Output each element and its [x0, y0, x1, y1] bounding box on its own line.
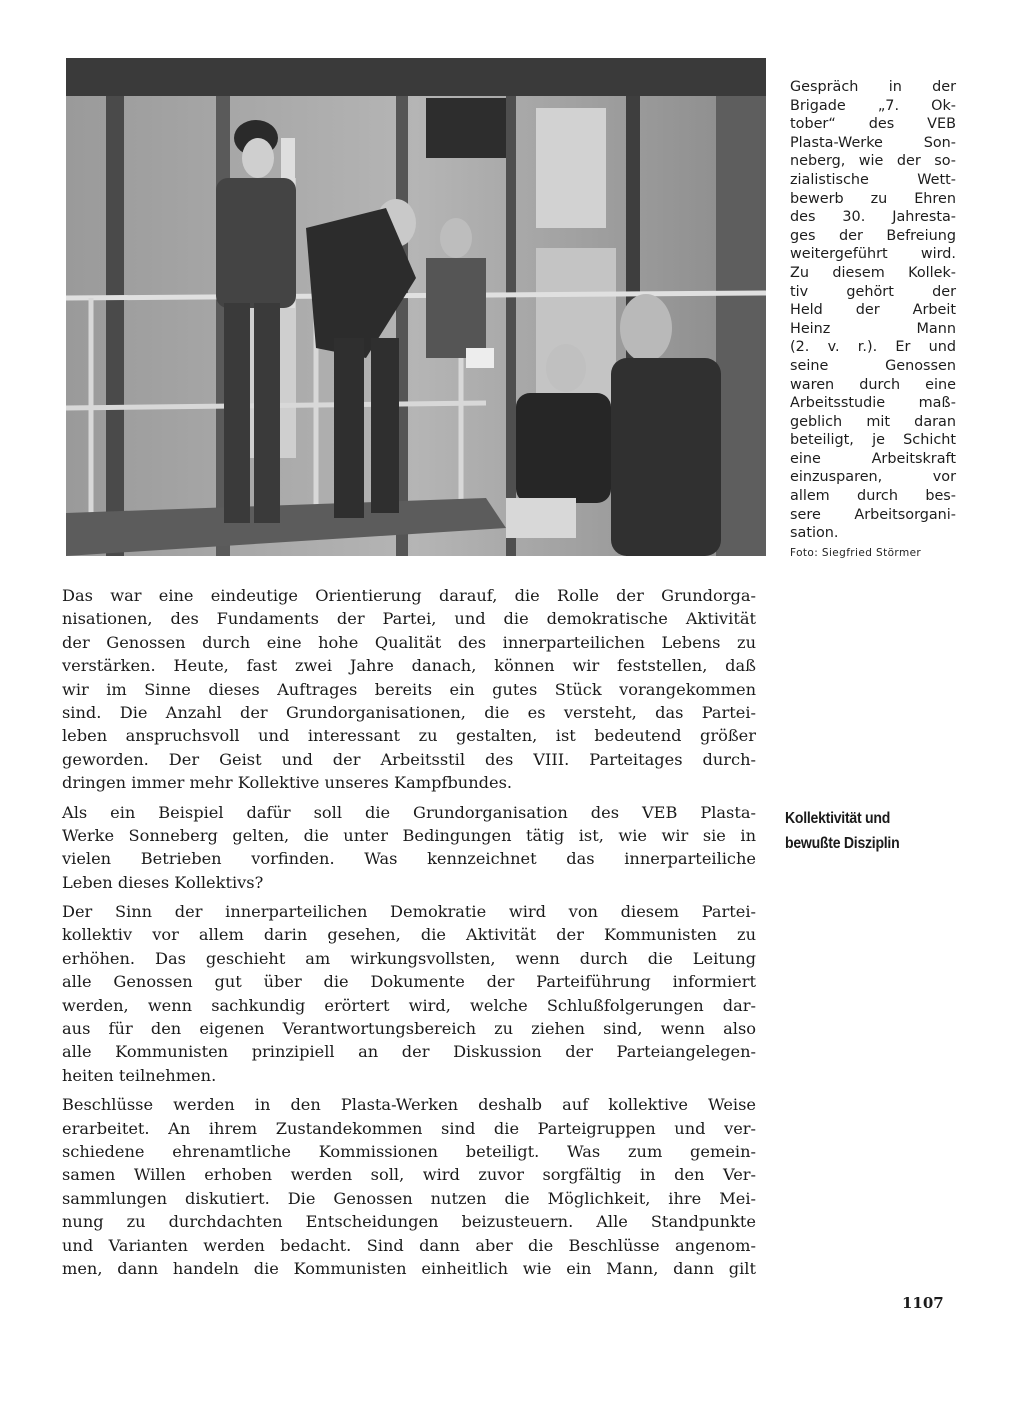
caption-line: waren durch eine — [790, 376, 956, 393]
text-line: Das war eine eindeutige Orientierung darauf, die Rolle der Grundorga- — [62, 586, 756, 605]
text-line: wir im Sinne dieses Auftrages bereits ein gutes Stück vorangekommen — [62, 679, 756, 699]
text-line: und Varianten werden bedacht. Sind dann aber die Beschlüsse angenom- — [62, 1235, 756, 1255]
paragraph — [62, 584, 756, 795]
text-line: Beschlüsse werden in den Plasta-Werken deshalb auf kollektive Weise — [62, 1095, 756, 1115]
caption-line: Held der Arbeit — [790, 302, 956, 319]
paragraph — [62, 1093, 756, 1280]
text-line: nung zu durchdachten Entscheidungen beizusteuern. Alle Standpunkte — [62, 1212, 756, 1232]
text-line: alle Genossen gut über die Dokumente der Parteiführung informiert — [62, 972, 756, 992]
text-line: Leben dieses Kollektivs? — [62, 872, 264, 892]
text-line: Werke Sonneberg gelten, die unter Bedingungen tätig ist, wie wir sie in — [62, 825, 756, 845]
page-number: 1107 — [902, 1294, 944, 1312]
text-line: der Genossen durch eine hohe Qualität des innerparteilichen Lebens zu — [62, 632, 756, 652]
caption-line: neberg, wie der so- — [790, 153, 956, 170]
caption-line: eine Arbeitskraft — [790, 450, 956, 467]
text-line: sammlungen diskutiert. Die Genossen nutzen die Möglichkeit, ihre Mei- — [62, 1188, 756, 1208]
side-heading-line: bewußte Disziplin — [785, 835, 900, 852]
caption-line: (2. v. r.). Er und — [790, 339, 956, 356]
text-line: Der Sinn der innerparteilichen Demokratie wird von diesem Partei- — [62, 902, 756, 922]
text-line: schiedene ehrenamtliche Kommissionen beteiligt. Was zum gemein- — [62, 1141, 756, 1161]
text-line: aus für den eigenen Verantwortungsbereich zu ziehen sind, wenn also — [62, 1019, 756, 1039]
text-line: kollektiv vor allem darin gesehen, die Aktivität der Kommunisten zu — [62, 925, 756, 945]
text-line: samen Willen erhoben werden soll, wird zuvor sorgfältig in den Ver- — [62, 1165, 756, 1185]
paragraph — [62, 900, 756, 1087]
side-heading — [785, 806, 943, 856]
text-line: vielen Betrieben vorfinden. Was kennzeichnet das innerparteiliche — [62, 849, 756, 869]
caption-line: sere Arbeitsorgani- — [790, 506, 956, 523]
caption-line: Gespräch in der — [790, 79, 956, 95]
caption-line: Brigade „7. Ok- — [790, 97, 956, 114]
text-line: Als ein Beispiel dafür soll die Grundorganisation des VEB Plasta- — [62, 802, 756, 822]
text-line: geworden. Der Geist und der Arbeitsstil des VIII. Parteitages durch- — [62, 749, 756, 769]
caption-line: tiv gehört der — [790, 283, 956, 300]
caption-line: Heinz Mann — [790, 320, 956, 337]
text-line: heiten teilnehmen. — [62, 1065, 217, 1085]
caption-line: weitergeführt wird. — [790, 246, 956, 263]
photo-brigade-workers — [66, 58, 766, 556]
caption-line: zialistische Wett- — [790, 171, 956, 188]
caption-line: Zu diesem Kollek- — [790, 264, 956, 281]
caption-line: bewerb zu Ehren — [790, 190, 956, 207]
text-line: verstärken. Heute, fast zwei Jahre danach, können wir feststellen, daß — [62, 656, 756, 676]
text-line: werden, wenn sachkundig erörtert wird, welche Schlußfolgerungen dar- — [62, 995, 756, 1015]
caption-line: seine Genossen — [790, 357, 956, 374]
caption-line: Plasta-Werke Son- — [790, 134, 956, 151]
photo-caption — [790, 78, 956, 543]
article-body — [62, 584, 756, 1286]
caption-line: beteiligt, je Schicht — [790, 432, 956, 449]
caption-line: tober“ des VEB — [790, 116, 956, 133]
text-line: alle Kommunisten prinzipiell an der Diskussion der Parteiangelegen- — [62, 1042, 756, 1062]
text-line: nisationen, des Fundaments der Partei, und die demokratische Aktivität — [62, 609, 756, 629]
text-line: sind. Die Anzahl der Grundorganisationen, die es versteht, das Partei- — [62, 702, 756, 722]
caption-line: ges der Befreiung — [790, 227, 956, 244]
paragraph — [62, 801, 756, 895]
caption-line: sation. — [790, 525, 839, 542]
caption-line: allem durch bes- — [790, 488, 956, 505]
text-line: men, dann handeln die Kommunisten einheitlich wie ein Mann, dann gilt — [62, 1258, 756, 1278]
caption-line: Arbeitsstudie maß- — [790, 395, 956, 412]
caption-line: einzusparen, vor — [790, 469, 956, 486]
photo-credit: Foto: Siegfried Störmer — [790, 547, 922, 559]
text-line: erarbeitet. An ihrem Zustandekommen sind die Parteigruppen und ver- — [62, 1118, 756, 1138]
caption-line: geblich mit daran — [790, 413, 956, 430]
side-heading-line: Kollektivität und — [785, 810, 891, 827]
text-line: erhöhen. Das geschieht am wirkungsvollsten, wenn durch die Leitung — [62, 948, 756, 968]
caption-line: des 30. Jahresta- — [790, 209, 956, 226]
text-line: leben anspruchsvoll und interessant zu gestalten, ist bedeutend größer — [62, 726, 756, 746]
text-line: dringen immer mehr Kollektive unseres Kampfbundes. — [62, 773, 513, 793]
